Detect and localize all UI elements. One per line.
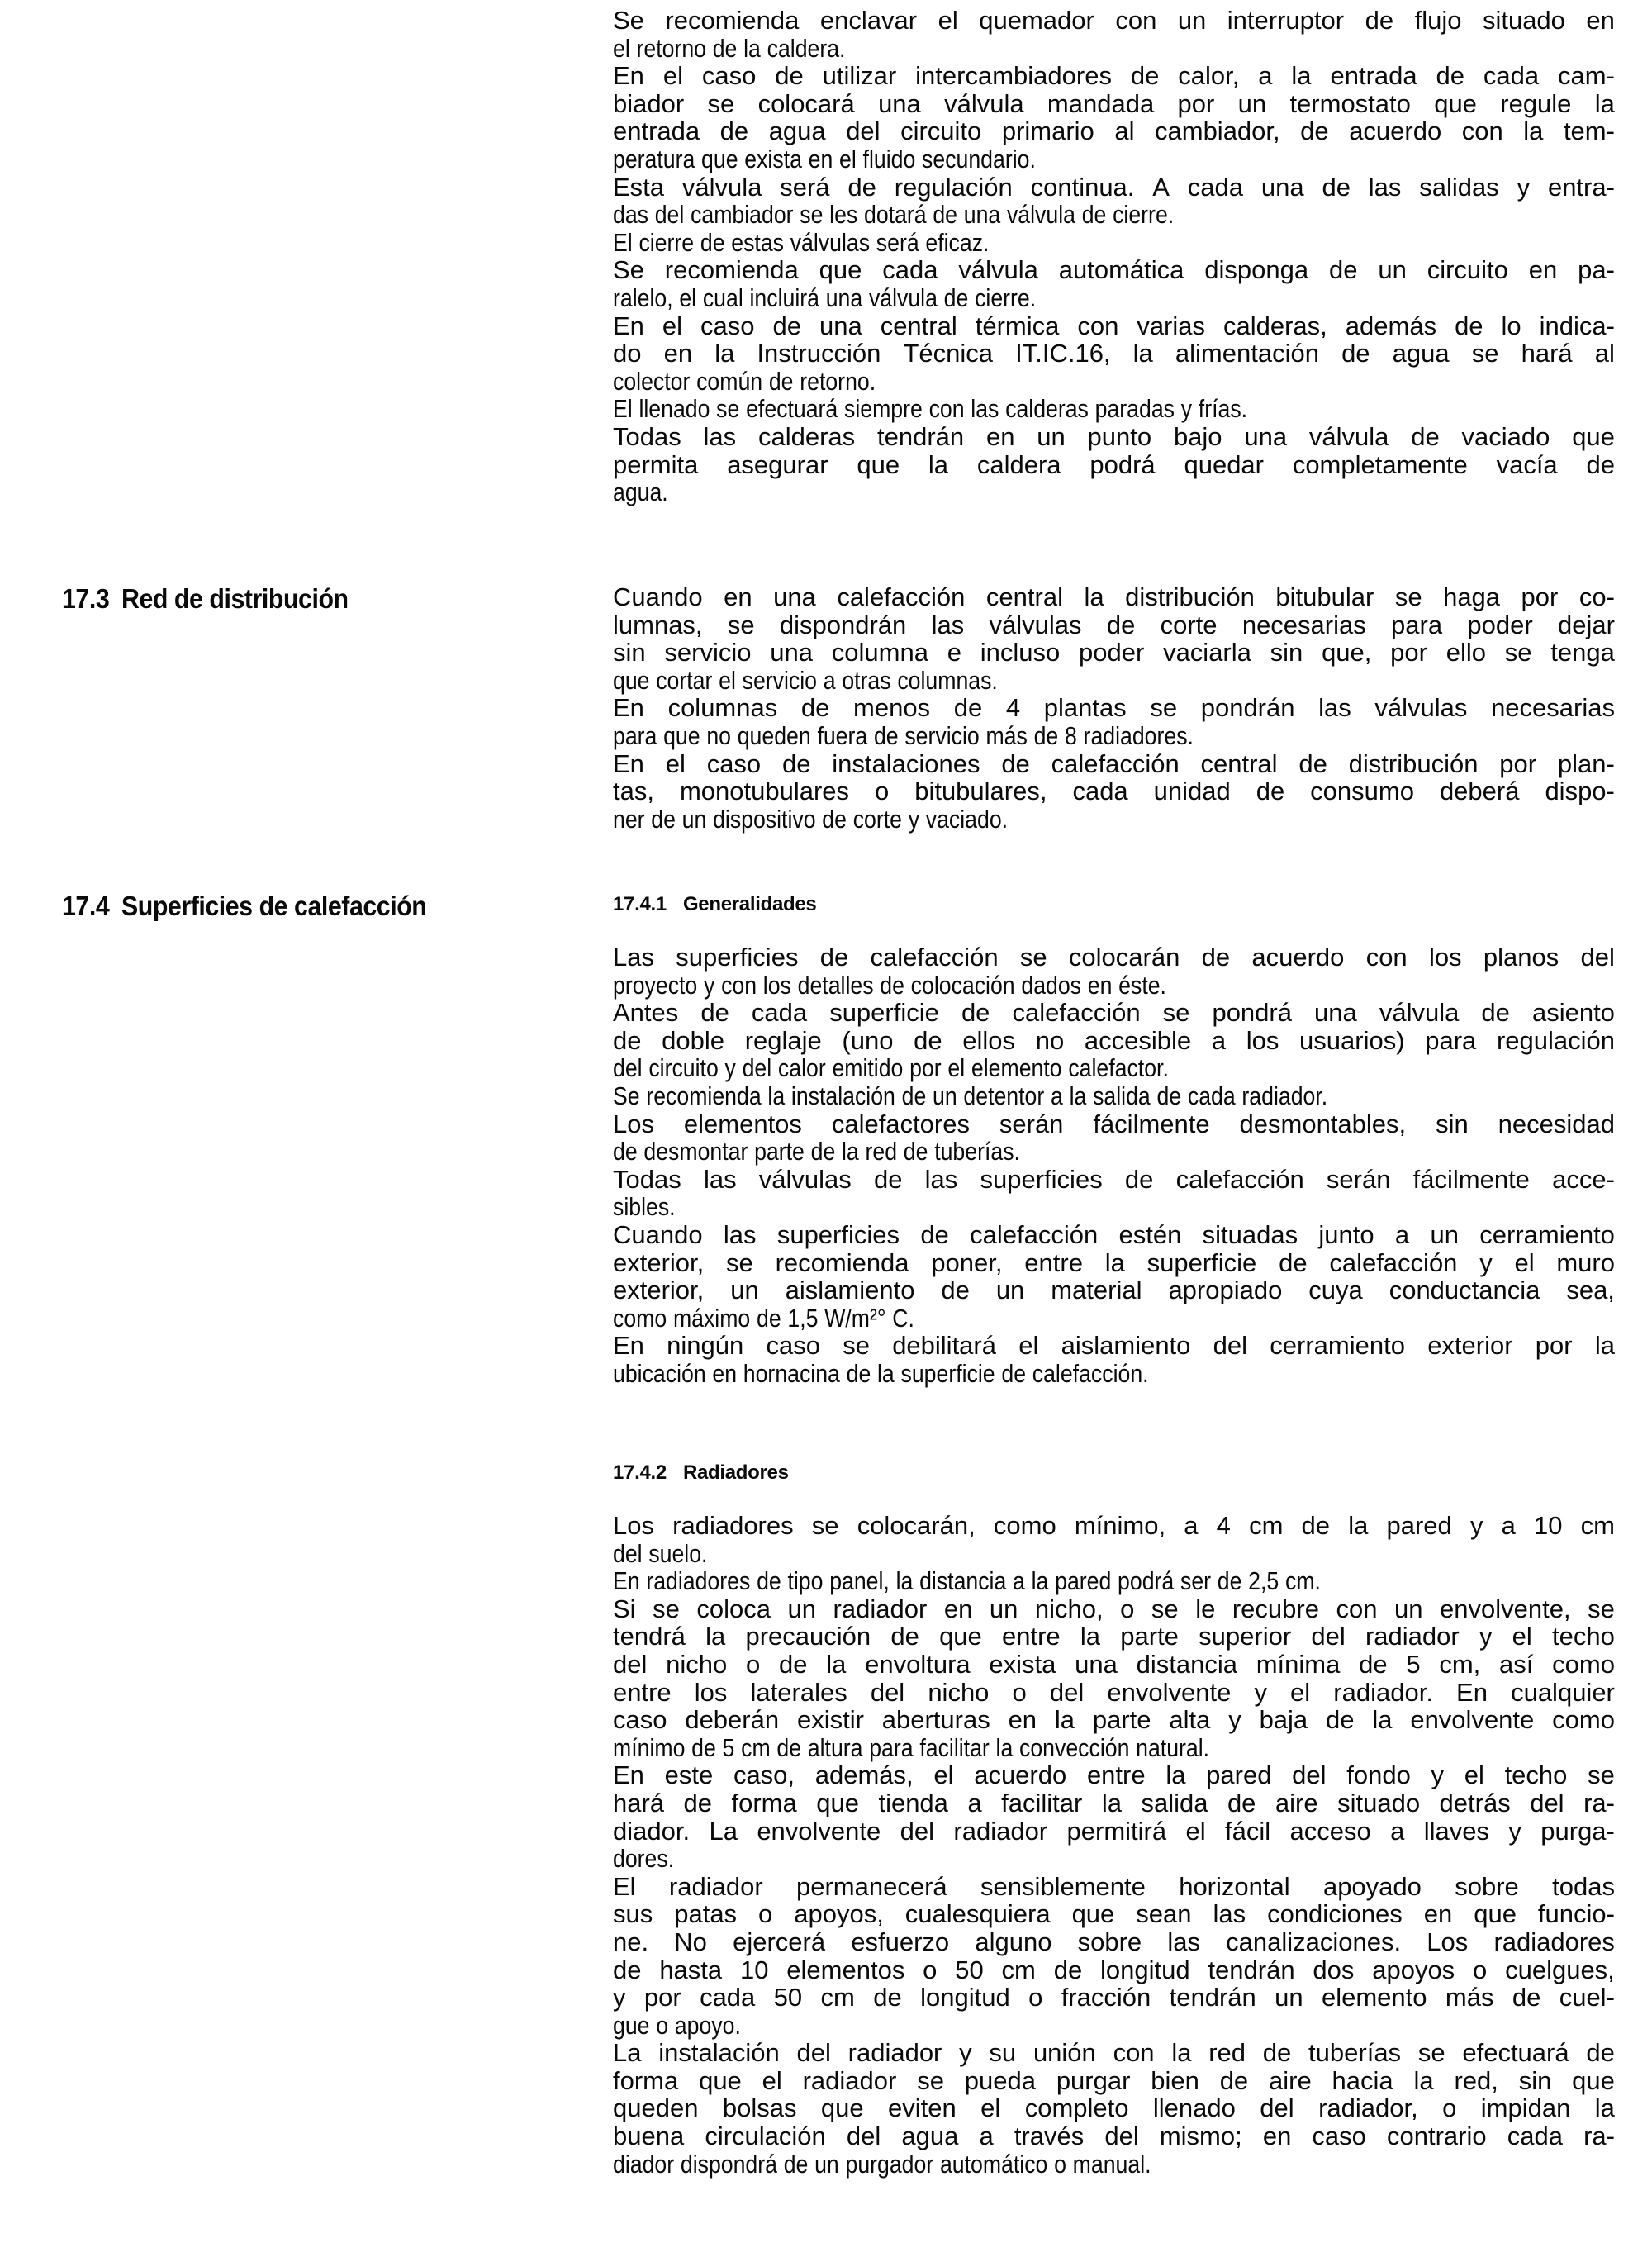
text-line: diador dispondrá de un purgador automático o manual.: [613, 2149, 1151, 2179]
spacer: [613, 919, 1615, 943]
text-line: La instalación del radiador y su unión con la red de tuberías se efectuará de: [613, 2038, 1615, 2068]
text-line: forma que el radiador se pueda purgar bien de aire hacia la red, sin que: [613, 2065, 1615, 2095]
section-number: 17.4: [62, 891, 110, 921]
text-line: El cierre de estas válvulas será eficaz.: [613, 227, 990, 257]
text-line: Todas las calderas tendrán en un punto bajo una válvula de vaciado que: [613, 421, 1615, 451]
text-line: En el caso de una central térmica con varias calderas, además de lo indica-: [613, 311, 1615, 340]
text-line: y por cada 50 cm de longitud o fracción tendrán un elemento más de cuel-: [613, 1983, 1615, 2012]
subsection-heading: [613, 891, 1615, 919]
text-line: Se recomienda enclavar el quemador con un interruptor de flujo situado en: [613, 6, 1615, 35]
text-line: En ningún caso se debilitará el aislamiento del cerramiento exterior por la: [613, 1331, 1615, 1361]
text-line: hará de forma que tienda a facilitar la salida de aire situado detrás del ra-: [613, 1788, 1615, 1817]
text-line: Si se coloca un radiador en un nicho, o se le recubre con un envolvente, se: [613, 1594, 1615, 1623]
text-line: En este caso, además, el acuerdo entre la pared del fondo y el techo se: [613, 1760, 1615, 1790]
text-line: En columnas de menos de 4 plantas se pondrán las válvulas necesarias: [613, 693, 1615, 723]
text-line: exterior, se recomienda poner, entre la superficie de calefacción y el muro: [613, 1247, 1615, 1277]
text-line: ubicación en hornacina de la superficie de calefacción.: [613, 1358, 1149, 1388]
text-line: como máximo de 1,5 W/m²° C.: [613, 1303, 914, 1333]
subsection-17-4-1: [613, 891, 1615, 1388]
text-line: El radiador permanecerá sensiblemente horizontal apoyado sobre todas: [613, 1871, 1615, 1901]
text-line: Todas las válvulas de las superficies de calefacción serán fácilmente acce-: [613, 1164, 1615, 1194]
subsection-heading: [613, 1459, 1615, 1487]
text-line: biador se colocará una válvula mandada por un termostato que regule la: [613, 88, 1615, 118]
paragraph-lines: [613, 7, 1615, 506]
text-line: Los radiadores se colocarán, como mínimo, a 4 cm de la pared y a 10 cm: [613, 1511, 1615, 1540]
paragraph-lines: [613, 583, 1615, 833]
continuation-text: [613, 7, 1615, 506]
text-line: Cuando en una calefacción central la distribución bitubular se haga por co-: [613, 582, 1615, 611]
text-line: del circuito y del calor emitido por el elemento calefactor.: [613, 1053, 1169, 1083]
text-line: lumnas, se dispondrán las válvulas de corte necesarias para poder dejar: [613, 610, 1615, 639]
text-line: dores.: [613, 1844, 675, 1874]
text-line: tas, monotubulares o bitubulares, cada unidad de consumo deberá dispo-: [613, 777, 1615, 806]
section-17-3-body: [613, 583, 1615, 833]
text-line: Se recomienda que cada válvula automática disponga de un circuito en pa-: [613, 255, 1615, 285]
text-line: sibles.: [613, 1192, 676, 1222]
text-line: para que no queden fuera de servicio más de 8 radiadores.: [613, 720, 1194, 750]
subsection-17-4-2: [613, 1459, 1615, 2178]
text-line: buena circulación del agua a través del mismo; en caso contrario cada ra-: [613, 2122, 1615, 2151]
spacer: [613, 1487, 1615, 1512]
text-line: del nicho o de la envoltura exista una distancia mínima de 5 cm, así como: [613, 1649, 1615, 1679]
text-line: gue o apoyo.: [613, 2010, 741, 2040]
text-line: proyecto y con los detalles de colocación dados en éste.: [613, 970, 1166, 1000]
text-line: entre los laterales del nicho o del envolvente y el radiador. En cualquier: [613, 1677, 1615, 1707]
text-line: de desmontar parte de la red de tuberías.: [613, 1137, 1020, 1167]
section-heading-17-3: [62, 583, 349, 615]
section-heading-17-4: [62, 891, 426, 922]
text-line: caso deberán existir aberturas en la parte alta y baja de la envolvente como: [613, 1705, 1615, 1735]
text-line: peratura que exista en el fluido secundario.: [613, 144, 1036, 173]
text-line: ner de un dispositivo de corte y vaciado.: [613, 804, 1009, 834]
text-line: diador. La envolvente del radiador permitirá el fácil acceso a llaves y purga-: [613, 1816, 1615, 1846]
text-line: Esta válvula será de regulación continua. A cada una de las salidas y entra-: [613, 172, 1615, 202]
text-line: agua.: [613, 478, 668, 507]
text-line: el retorno de la caldera.: [613, 33, 846, 63]
subsection-title: Radiadores: [682, 1461, 789, 1484]
text-line: queden bolsas que eviten el completo llenado del radiador, o impidan la: [613, 2093, 1615, 2123]
text-line: de hasta 10 elementos o 50 cm de longitud tendrán dos apoyos o cuelgues,: [613, 1955, 1615, 1984]
text-line: En el caso de instalaciones de calefacción central de distribución por plan-: [613, 748, 1615, 778]
text-line: sus patas o apoyos, cualesquiera que sean las condiciones en que funcio-: [613, 1899, 1615, 1929]
paragraph-lines: [613, 1512, 1615, 2178]
text-line: sin servicio una columna e incluso poder vaciarla sin que, por ello se tenga: [613, 638, 1615, 668]
section-title: Superficies de calefacción: [121, 891, 427, 921]
text-line: Las superficies de calefacción se colocarán de acuerdo con los planos del: [613, 943, 1615, 972]
text-line: colector común de retorno.: [613, 366, 876, 396]
section-title: Red de distribución: [121, 583, 349, 614]
text-line: tendrá la precaución de que entre la parte superior del radiador y el techo: [613, 1622, 1615, 1651]
text-line: Cuando las superficies de calefacción estén situadas junto a un cerramiento: [613, 1219, 1615, 1249]
text-line: Se recomienda la instalación de un detentor a la salida de cada radiador.: [613, 1081, 1328, 1110]
text-line: del suelo.: [613, 1538, 708, 1568]
subsection-title: Generalidades: [682, 893, 817, 915]
text-line: ne. No ejercerá esfuerzo alguno sobre las canalizaciones. Los radiadores: [613, 1927, 1615, 1956]
text-line: Antes de cada superficie de calefacción se pondrá una válvula de asiento: [613, 998, 1615, 1028]
section-number: 17.3: [62, 583, 110, 614]
text-line: de doble reglaje (uno de ellos no accesible a los usuarios) para regulación: [613, 1025, 1615, 1055]
paragraph-lines: [613, 943, 1615, 1388]
text-line: do en la Instrucción Técnica IT.IC.16, la alimentación de agua se hará al: [613, 339, 1615, 368]
text-line: exterior, un aislamiento de un material apropiado cuya conductancia sea,: [613, 1276, 1615, 1305]
text-line: mínimo de 5 cm de altura para facilitar la convección natural.: [613, 1732, 1210, 1762]
text-line: En radiadores de tipo panel, la distancia a la pared podrá ser de 2,5 cm.: [613, 1566, 1321, 1596]
text-line: permita asegurar que la caldera podrá quedar completamente vacía de: [613, 449, 1615, 479]
text-line: ralelo, el cual incluirá una válvula de cierre.: [613, 283, 1037, 312]
subsection-number: 17.4.2: [613, 1461, 667, 1484]
text-line: que cortar el servicio a otras columnas.: [613, 665, 998, 695]
text-line: El llenado se efectuará siempre con las calderas paradas y frías.: [613, 394, 1248, 424]
text-line: En el caso de utilizar intercambiadores de calor, a la entrada de cada cam-: [613, 61, 1615, 91]
text-line: das del cambiador se les dotará de una válvula de cierre.: [613, 200, 1175, 230]
text-line: entrada de agua del circuito primario al cambiador, de acuerdo con la tem-: [613, 116, 1615, 146]
subsection-number: 17.4.1: [613, 893, 667, 915]
text-line: Los elementos calefactores serán fácilmente desmontables, sin necesidad: [613, 1109, 1615, 1138]
